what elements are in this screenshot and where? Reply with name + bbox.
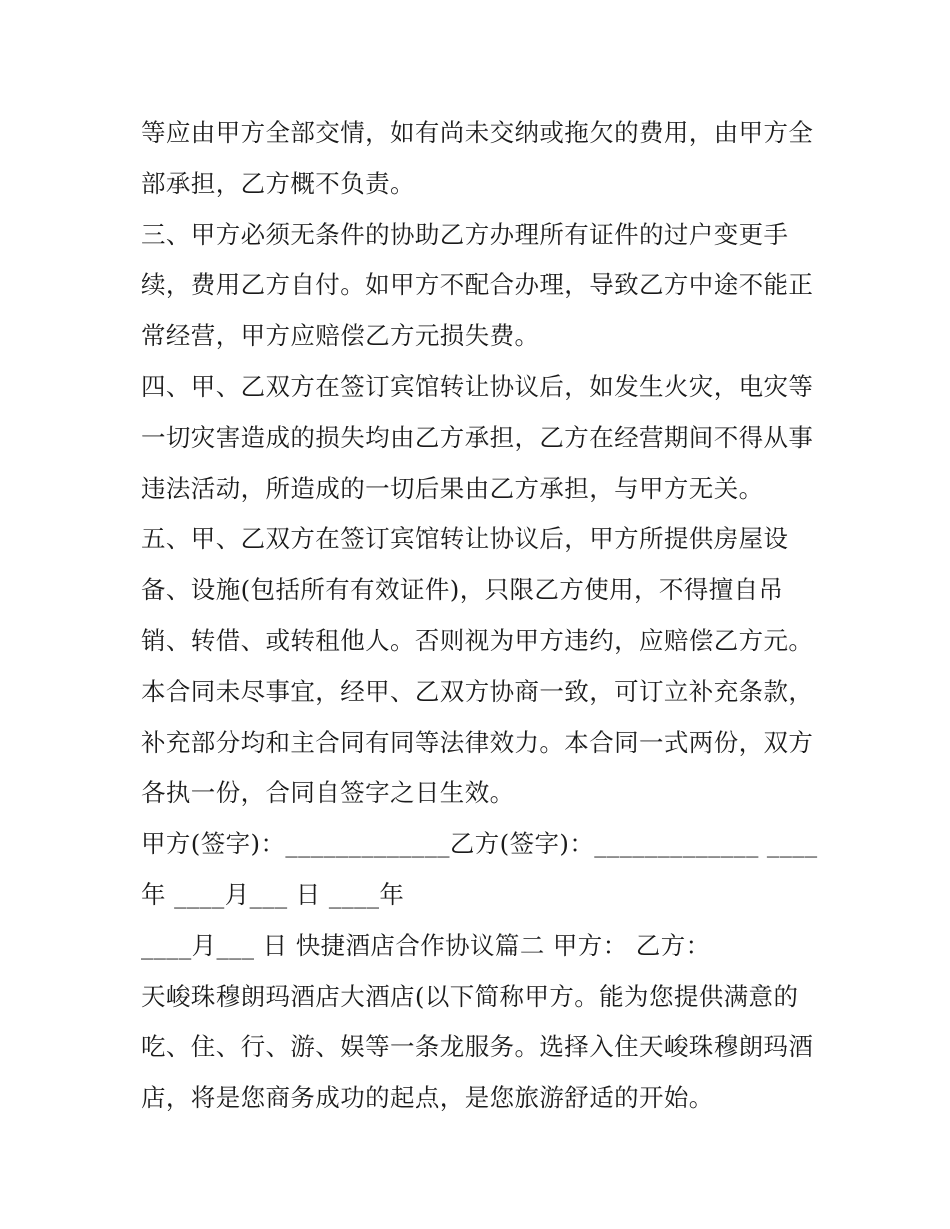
text-line: 部承担，乙方概不负责。 xyxy=(141,168,415,198)
text-line: 四、甲、乙双方在签订宾馆转让协议后，如发生火灾，电灾等 xyxy=(141,371,814,401)
text-line: 本合同未尽事宜，经甲、乙双方协商一致，可订立补充条款， xyxy=(141,676,814,706)
text-line: 天峻珠穆朗玛酒店大酒店(以下简称甲方。能为您提供满意的 xyxy=(141,981,799,1011)
text-line: 店，将是您商务成功的起点，是您旅游舒适的开始。 xyxy=(141,1083,714,1113)
text-line: 续，费用乙方自付。如甲方不配合办理，导致乙方中途不能正 xyxy=(141,270,814,300)
text-line: 各执一份，合同自签字之日生效。 xyxy=(141,778,515,808)
text-line: 补充部分均和主合同有同等法律效力。本合同一式两份，双方 xyxy=(141,727,814,757)
text-line: 五、甲、乙双方在签订宾馆转让协议后，甲方所提供房屋设 xyxy=(141,524,789,554)
text-line: 备、设施(包括所有有效证件)，只限乙方使用，不得擅自吊 xyxy=(141,575,784,605)
document-body xyxy=(141,108,821,1124)
signature-line: 甲方(签字)：_____________乙方(签字)：_____________ ____ xyxy=(141,829,818,859)
text-line: 等应由甲方全部交情，如有尚未交纳或拖欠的费用，由甲方全 xyxy=(141,118,814,147)
text-line: 违法活动，所造成的一切后果由乙方承担，与甲方无关。 xyxy=(141,473,764,503)
text-line: 三、甲方必须无条件的协助乙方办理所有证件的过户变更手 xyxy=(141,219,789,249)
date-line: 年 ____月___ 日 ____年 xyxy=(141,879,405,909)
text-line: 常经营，甲方应赔偿乙方元损失费。 xyxy=(141,321,540,351)
text-line: 销、转借、或转租他人。否则视为甲方违约，应赔偿乙方元。 xyxy=(141,625,814,655)
text-line: 吃、住、行、游、娱等一条龙服务。选择入住天峻珠穆朗玛酒 xyxy=(141,1032,814,1062)
text-line: 一切灾害造成的损失均由乙方承担，乙方在经营期间不得从事 xyxy=(141,422,814,452)
section-heading-line: ____月___ 日 快捷酒店合作协议篇二 甲方： 乙方： xyxy=(141,930,711,960)
